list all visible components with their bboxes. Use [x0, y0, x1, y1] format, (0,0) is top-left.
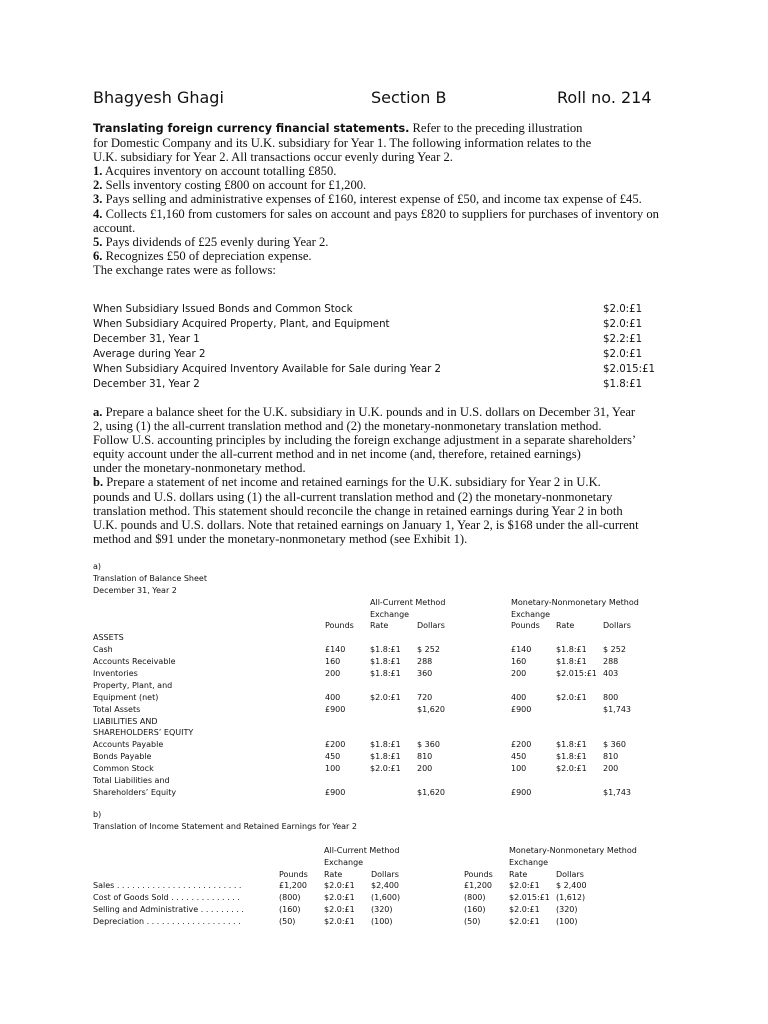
table-row	[93, 704, 693, 716]
row-label: Selling and Administrative . . . . . . . . .	[93, 905, 244, 915]
table-cell: 200	[325, 669, 341, 679]
table-cell: 450	[511, 752, 527, 762]
column-header: Pounds	[279, 869, 308, 879]
table-cell: 100	[511, 764, 527, 774]
row-label: ASSETS	[93, 633, 124, 643]
exchange-header	[93, 857, 693, 869]
part-b-line: U.K. pounds and U.S. dollars. Note that retained earnings on January 1, Year 2, is $168 under the all-current	[93, 517, 639, 532]
table-cell: £140	[325, 645, 346, 655]
column-header: Dollars	[371, 869, 399, 879]
table-cell: 810	[603, 752, 619, 762]
table-row	[93, 727, 693, 739]
row-label: Accounts Receivable	[93, 657, 176, 667]
method-header	[93, 597, 693, 609]
table-row	[93, 904, 693, 916]
table-cell: $1.8:£1	[370, 752, 401, 762]
table-cell: $2.0:£1	[556, 764, 587, 774]
table-title	[93, 573, 693, 585]
table-cell: $ 2,400	[556, 881, 587, 891]
row-label: Cash	[93, 645, 113, 655]
table-cell: $2.015:£1	[556, 669, 597, 679]
transaction-item: 4. Collects £1,160 from customers for sales on account and pays £820 to suppliers for purchases of inventory on account.	[93, 206, 659, 235]
table-cell: (320)	[371, 905, 393, 915]
exchange-rate-row: December 31, Year 2 $1.8:£1	[93, 379, 643, 390]
income-statement-table	[93, 809, 693, 928]
table-cell: $2.0:£1	[556, 692, 587, 702]
table-cell: 450	[325, 752, 341, 762]
table-cell: (800)	[279, 893, 301, 903]
table-cell: $ 252	[603, 645, 626, 655]
student-name: Bhagyesh Ghagi	[93, 88, 224, 107]
exchange-label: Exchange	[511, 609, 551, 619]
table-row	[93, 739, 693, 751]
table-cell: 720	[417, 692, 433, 702]
transaction-item: 1. Acquires inventory on account totalling £850.	[93, 164, 337, 179]
question-intro-line: for Domestic Company and its U.K. subsidiary for Year 1. The following information relates to the	[93, 136, 592, 151]
row-label: Total Liabilities and	[93, 776, 170, 786]
part-a-line: under the monetary-nonmonetary method.	[93, 461, 306, 476]
question-intro: Translating foreign currency financial statements. Refer to the preceding illustration	[93, 121, 583, 135]
part-a-line: Follow U.S. accounting principles by including the foreign exchange adjustment in a separate shareholders’	[93, 433, 637, 448]
rates-intro: The exchange rates were as follows:	[93, 262, 276, 277]
table-cell: $2.0:£1	[324, 917, 355, 927]
table-cell: 800	[603, 692, 619, 702]
table-cell: 100	[325, 764, 341, 774]
table-cell: $1,620	[417, 787, 445, 797]
table-row	[93, 644, 693, 656]
exchange-rate-row: Average during Year 2 $2.0:£1	[93, 349, 643, 360]
table-cell: $1.8:£1	[370, 657, 401, 667]
table-row	[93, 763, 693, 775]
part-b-line: method and $91 under the monetary-nonmonetary method (see Exhibit 1).	[93, 531, 468, 546]
row-label: Common Stock	[93, 764, 154, 774]
part-a-line: 2, using (1) the all-current translation method and (2) the monetary-nonmonetary translation method.	[93, 419, 602, 434]
transaction-item: 2. Sells inventory costing £800 on account for £1,200.	[93, 178, 367, 193]
table-date	[93, 585, 693, 597]
table-cell: (1,612)	[556, 893, 586, 903]
column-header: Rate	[509, 869, 528, 879]
part-a-line: equity account under the all-current method and in net income (and, therefore, retained earnings)	[93, 447, 581, 462]
exchange-label: Exchange	[509, 857, 549, 867]
part-b-line: b. Prepare a statement of net income and retained earnings for the U.K. subsidiary for Year 2 in U.K.	[93, 475, 601, 490]
roll-number: Roll no. 214	[557, 88, 652, 107]
row-label: SHAREHOLDERS’ EQUITY	[93, 728, 194, 738]
transaction-item: 6. Recognizes £50 of depreciation expense.	[93, 248, 312, 263]
column-header-row	[93, 620, 693, 632]
table-title-text: Translation of Balance Sheet	[93, 573, 207, 583]
column-header: Pounds	[511, 621, 540, 631]
table-cell: $2.0:£1	[324, 893, 355, 903]
table-cell: 400	[511, 692, 527, 702]
table-cell: 810	[417, 752, 433, 762]
table-cell: £140	[511, 645, 532, 655]
exchange-rate-row: When Subsidiary Acquired Property, Plant, and Equipment $2.0:£1	[93, 319, 643, 330]
table-cell: £200	[511, 740, 532, 750]
table-cell: $2.0:£1	[509, 881, 540, 891]
method-label: All-Current Method	[370, 597, 446, 607]
column-header: Dollars	[603, 621, 631, 631]
question-text	[93, 121, 668, 277]
section-label: Section B	[371, 88, 447, 107]
table-cell: (1,600)	[371, 893, 401, 903]
column-header: Rate	[370, 621, 389, 631]
table-row	[93, 692, 693, 704]
table-row	[93, 668, 693, 680]
page-header	[93, 88, 663, 110]
method-label: Monetary-Nonmonetary Method	[509, 845, 637, 855]
column-header: Rate	[324, 869, 343, 879]
table-cell: (100)	[556, 917, 578, 927]
transaction-item: 5. Pays dividends of £25 evenly during Year 2.	[93, 234, 329, 249]
row-label: Bonds Payable	[93, 752, 152, 762]
table-cell: 200	[417, 764, 433, 774]
question-title: Translating foreign currency financial statements.	[93, 122, 410, 135]
exchange-label: Exchange	[370, 609, 410, 619]
table-cell: $1.8:£1	[556, 645, 587, 655]
table-row	[93, 892, 693, 904]
table-row	[93, 787, 693, 799]
part-b-line: translation method. This statement should reconcile the change in retained earnings during Year 2 in both	[93, 503, 623, 518]
table-cell: $1,743	[603, 704, 631, 714]
method-header	[93, 845, 693, 857]
column-header: Pounds	[325, 621, 354, 631]
method-label: Monetary-Nonmonetary Method	[511, 597, 639, 607]
table-cell: (320)	[556, 905, 578, 915]
table-cell: £900	[511, 787, 532, 797]
column-header: Dollars	[556, 869, 584, 879]
exchange-rates-list	[93, 302, 659, 392]
column-header: Dollars	[417, 621, 445, 631]
table-cell: £900	[325, 704, 346, 714]
table-cell: $1.8:£1	[556, 657, 587, 667]
table-cell: $1.8:£1	[370, 645, 401, 655]
table-cell: 288	[417, 657, 433, 667]
table-cell: $1.8:£1	[370, 740, 401, 750]
table-cell: $1,743	[603, 787, 631, 797]
exchange-label: Exchange	[324, 857, 364, 867]
table-cell: $ 360	[603, 740, 626, 750]
exchange-rate-row: When Subsidiary Acquired Inventory Available for Sale during Year 2 $2.015:£1	[93, 364, 656, 375]
row-label: Total Assets	[93, 704, 141, 714]
table-cell: £900	[325, 787, 346, 797]
table-cell: $ 252	[417, 645, 440, 655]
table-cell: $1,620	[417, 704, 445, 714]
table-cell: 400	[325, 692, 341, 702]
table-row	[93, 656, 693, 668]
row-label: LIABILITIES AND	[93, 716, 158, 726]
table-part-label	[93, 561, 693, 573]
column-header: Pounds	[464, 869, 493, 879]
table-cell: $2.0:£1	[324, 905, 355, 915]
table-cell: 403	[603, 669, 619, 679]
table-row	[93, 632, 693, 644]
part-a-line: a. Prepare a balance sheet for the U.K. subsidiary in U.K. pounds and in U.S. dollars on December 31, Year	[93, 405, 636, 419]
table-title	[93, 821, 693, 833]
method-label: All-Current Method	[324, 845, 400, 855]
table-cell: 360	[417, 669, 433, 679]
table-cell: (50)	[464, 917, 481, 927]
table-row	[93, 680, 693, 692]
table-cell: £900	[511, 704, 532, 714]
table-cell: (100)	[371, 917, 393, 927]
table-cell: £1,200	[279, 881, 307, 891]
table-cell: 200	[603, 764, 619, 774]
question-intro-line: U.K. subsidiary for Year 2. All transactions occur evenly during Year 2.	[93, 150, 453, 165]
table-row	[93, 751, 693, 763]
table-date-text: December 31, Year 2	[93, 585, 177, 595]
table-cell: $2,400	[371, 881, 399, 891]
table-cell: $2.015:£1	[509, 893, 550, 903]
table-cell: $2.0:£1	[509, 905, 540, 915]
table-cell: (160)	[464, 905, 486, 915]
table-title-text: Translation of Income Statement and Retained Earnings for Year 2	[93, 821, 357, 831]
exchange-header	[93, 609, 693, 621]
row-label: Accounts Payable	[93, 740, 164, 750]
table-row	[93, 916, 693, 928]
exchange-rate-row: December 31, Year 1 $2.2:£1	[93, 334, 643, 345]
part-label: a)	[93, 562, 102, 571]
table-cell: $1.8:£1	[370, 669, 401, 679]
table-cell: 288	[603, 657, 619, 667]
table-cell: $2.0:£1	[324, 881, 355, 891]
table-part-label	[93, 809, 693, 821]
row-label: Inventories	[93, 669, 138, 679]
table-cell: £1,200	[464, 881, 492, 891]
row-label: Sales . . . . . . . . . . . . . . . . . . . . . . . . .	[93, 881, 242, 891]
row-label: Property, Plant, and	[93, 680, 173, 690]
table-cell: $2.0:£1	[370, 764, 401, 774]
transaction-item: 3. Pays selling and administrative expenses of £160, interest expense of £50, and income tax expense of £45.	[93, 192, 642, 207]
row-label: Equipment (net)	[93, 692, 159, 702]
exchange-rate-row: When Subsidiary Issued Bonds and Common Stock $2.0:£1	[93, 304, 643, 315]
table-cell: $1.8:£1	[556, 752, 587, 762]
row-label: Depreciation . . . . . . . . . . . . . . . . . . .	[93, 917, 241, 927]
part-b-line: pounds and U.S. dollars using (1) the all-current translation method and (2) the monetary-nonmonetary	[93, 489, 613, 504]
table-row	[93, 775, 693, 787]
table-cell: 160	[325, 657, 341, 667]
table-cell: $ 360	[417, 740, 440, 750]
column-header: Rate	[556, 621, 575, 631]
table-row	[93, 880, 693, 892]
table-row	[93, 716, 693, 728]
part-label: b)	[93, 810, 102, 819]
table-cell: (800)	[464, 893, 486, 903]
table-cell: $2.0:£1	[370, 692, 401, 702]
row-label: Shareholders’ Equity	[93, 787, 177, 797]
table-cell: 160	[511, 657, 527, 667]
table-cell: (160)	[279, 905, 301, 915]
table-cell: (50)	[279, 917, 296, 927]
table-cell: 200	[511, 669, 527, 679]
table-cell: $2.0:£1	[509, 917, 540, 927]
table-cell: £200	[325, 740, 346, 750]
table-cell: $1.8:£1	[556, 740, 587, 750]
column-header-row	[93, 869, 693, 881]
balance-sheet-table	[93, 561, 693, 799]
row-label: Cost of Goods Sold . . . . . . . . . . . . . .	[93, 893, 240, 903]
requirements-text	[93, 405, 665, 546]
